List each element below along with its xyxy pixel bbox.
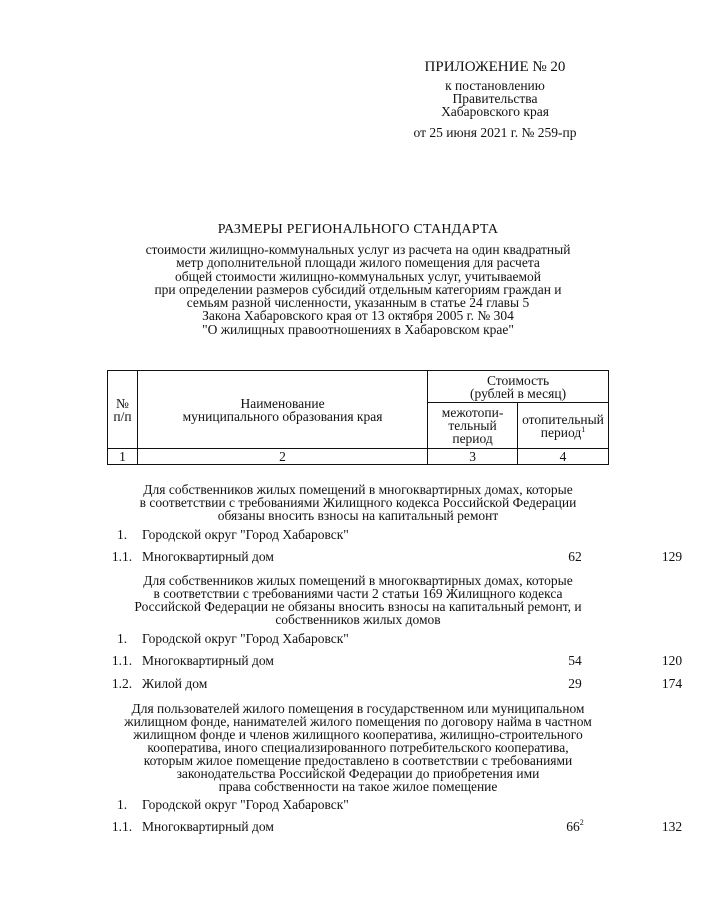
appendix-line-3: Хабаровского края [441,104,549,119]
header-off-season: межотопи- тельный период [428,403,518,449]
column-number: 3 [428,449,518,465]
subtitle-line: при определении размеров субсидий отдельным категориям граждан и [154,281,562,297]
subtitle-line: общей стоимости жилищно-коммунальных услуг, учитываемой [174,268,542,284]
table-row: 1.1. Многоквартирный дом $66^2$ 132 [111,818,683,834]
subtitle-line: Закона Хабаровского края от 13 октября 2005 г. № 304 [202,308,514,324]
header-num: № п/п [108,371,138,449]
column-number: 1 [108,449,138,465]
appendix-title: ПРИЛОЖЕНИЕ № 20 [424,59,566,75]
subtitle-line: метр дополнительной площади жилого помещения для расчета [176,255,540,271]
footnote-mark: 1 [581,424,586,434]
appendix-line-1: к постановлению [445,78,545,93]
document-subtitle [0,243,716,336]
subtitle-line: семьям разной численности, указанным в статье 24 главы 5 [186,295,530,311]
header-cost: Стоимость (рублей в месяц) [428,371,609,403]
section-heading: Для собственников жилых помещений в многоквартирных домах, которые в соответствии с требованиями Жилищного кодекса Российской Федерации обязаны вносить взносы на капитальный ремонт [139,482,577,523]
table-row: 1.2. Жилой дом 29 174 [111,676,683,691]
appendix-date: от 25 июня 2021 г. № 259-пр [413,125,577,140]
column-number: 4 [518,449,609,465]
subtitle-line: стоимости жилищно-коммунальных услуг из расчета на один квадратный [145,242,571,257]
document-title: РАЗМЕРЫ РЕГИОНАЛЬНОГО СТАНДАРТА [217,222,499,237]
column-number: 2 [137,449,427,465]
table-row: 1. Городской округ "Город Хабаровск" [116,527,349,542]
standards-table-header [107,370,609,465]
table-row: 1. Городской округ "Город Хабаровск" [116,797,349,812]
header-heating-season: отопительный период$^1$ [518,403,609,449]
table-row: 1.1. Многоквартирный дом 54 120 [111,653,683,668]
footnote-mark: 2 [579,818,584,827]
table-row: 1.1. Многоквартирный дом 62 129 [111,549,683,564]
appendix-line-2: Правительства [452,91,538,106]
section-heading: Для пользователей жилого помещения в государственном или муниципальном жилищном фонде, нанимателей жилого помещения по договору найма в частном жилищном фонде и членов жилищного кооператива, жилищно-строительного кооператива, иного специализированного потребительского кооператива, которым жилое помещение предоставлено в соответствии с требованиями законодательства Российской Федерации до приобретения ими права собственности на такое жилое помещение [124,701,592,794]
header-name: Наименование муниципального образования края [137,371,427,449]
appendix-block [380,58,610,139]
table-row: 1. Городской округ "Город Хабаровск" [116,631,349,646]
subtitle-line: "О жилищных правоотношениях в Хабаровском крае" [202,321,514,337]
section-heading: Для собственников жилых помещений в многоквартирных домах, которые в соответствии с требованиями части 2 статьи 169 Жилищного кодекса Российской Федерации не обязаны вносить взносы на капитальный ремонт, и собственников жилых домов [134,573,582,627]
